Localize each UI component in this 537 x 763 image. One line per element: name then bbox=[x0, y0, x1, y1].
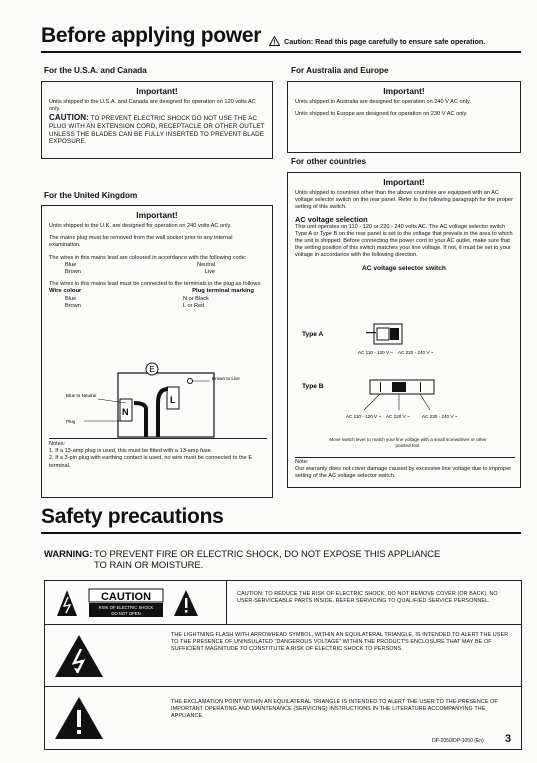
safety-row-1-text: CAUTION: TO REDUCE THE RISK OF ELECTRIC SHOCK, DO NOT REMOVE COVER (OR BACK). NO USER-SERVICEABLE PARTS INSIDE, REFER SERVICING TO QUALIFIED SERVICE PERSONNEL. bbox=[237, 591, 498, 605]
uk-note-2: 2. If a 3-pin plug with earthing contact is used, no wire must be connected to the E terminal. bbox=[49, 455, 253, 469]
uk-code-neutral: Neutral bbox=[196, 261, 215, 268]
other-important: Important! bbox=[383, 177, 425, 187]
safety-table bbox=[44, 580, 522, 750]
uk-note-1: 1. If a 13-amp plug is used, this must be fitted with a 13-amp fuse. bbox=[49, 448, 213, 455]
other-box bbox=[287, 172, 521, 488]
uk-row-blue-val: N or Black bbox=[183, 295, 209, 302]
warning-text: TO PREVENT FIRE OR ELECTRIC SHOCK, DO NOT EXPOSE THIS APPLIANCE TO RAIN OR MOISTURE. bbox=[94, 548, 441, 570]
type-a-label: Type A bbox=[302, 331, 324, 338]
uk-row-brown-val: L or Red bbox=[183, 302, 205, 309]
type-b-label: Type B bbox=[302, 383, 324, 390]
diagram-l-label: L bbox=[170, 395, 176, 405]
uk-p2: The mains plug must be removed from the wall socket prior to any internal examination. bbox=[49, 235, 233, 249]
diagram-n-label: N bbox=[122, 407, 129, 417]
lightning-triangle-icon bbox=[53, 633, 105, 679]
diagram-plug-label: Plug bbox=[66, 419, 76, 424]
usa-caution bbox=[49, 114, 265, 145]
exclamation-triangle-icon bbox=[53, 695, 105, 741]
aus-p2: Units shipped to Europe are designed for operation on 230 V AC only. bbox=[295, 111, 468, 118]
safety-rule bbox=[41, 532, 521, 534]
page-title: Before applying power bbox=[41, 24, 262, 47]
uk-col-plug: Plug terminal marking bbox=[192, 288, 254, 295]
aus-p1: Units shipped to Australia are designed for operation on 240 V AC only. bbox=[295, 99, 471, 105]
usa-important: Important! bbox=[136, 86, 178, 96]
uk-code bbox=[49, 262, 215, 276]
diagram-brown-label: Brown to Live bbox=[212, 376, 240, 381]
move-switch-note: Move switch lever to match your line voltage with a small screwdriver or other pointed tool. bbox=[329, 437, 487, 448]
safety-row-2-text: THE LIGHTNING FLASH WITH ARROWHEAD SYMBOL, WITHIN AN EQUILATERAL TRIANGLE, IS INTENDED TO ALERT THE USER TO THE PRESENCE OF UNINSULATED "DANGEROUS VOLTAGE" WITHIN THE PRODUCT'S ENCLOSURE THAT MAY BE OF SUFFICIENT MAGNITUDE TO CONSTITUTE A RISK OF ELECTRIC SHOCK TO PERSONS. bbox=[171, 632, 509, 653]
plug-wiring-diagram bbox=[62, 359, 252, 439]
uk-col-wire: Wire colour bbox=[49, 288, 82, 295]
type-a-right: AC 220 - 240 V ~ bbox=[398, 350, 434, 355]
safety-row-3-text: THE EXCLAMATION POINT WITHIN AN EQUILATERAL TRIANGLE IS INTENDED TO ALERT THE USER TO THE PRESENCE OF IMPORTANT OPERATING AND MAINTENANCE (SERVICING) INSTRUCTIONS IN THE LITERATURE ACCOMPANYING THE APPLIANCE. bbox=[171, 699, 498, 720]
safety-col-divider bbox=[226, 581, 227, 624]
label-risk: RISK OF ELECTRIC SHOCK bbox=[98, 605, 154, 610]
other-p2: This unit operates on 110 - 120 or 220 - 240 volts AC. The AC voltage selector switch Type A or Type B on the rear panel is set to the voltage that prevails in the area to which the unit is shipped. Before connecting the power cord to your AC outlet, make sure that the setting position of this switch matches your line voltage. If not, it must be set to your voltage in accordance with the following direction. bbox=[295, 223, 513, 259]
uk-row-brown: Brown bbox=[65, 302, 81, 309]
uk-row-blue: Blue bbox=[65, 295, 77, 302]
label-do-not-open: DO NOT OPEN bbox=[111, 611, 141, 616]
uk-heading: For the United Kingdom bbox=[44, 191, 138, 200]
uk-notes-title: Notes: bbox=[49, 441, 66, 447]
caution-header bbox=[269, 36, 485, 46]
uk-p4: The wires in this mains lead must be connected to the terminals in the plug as follows: bbox=[49, 281, 262, 288]
safety-title: Safety precautions bbox=[41, 505, 224, 528]
diagram-blue-label: Blue to Neutral bbox=[66, 393, 97, 398]
page-number: 3 bbox=[505, 733, 512, 745]
caution-label-graphic bbox=[55, 587, 221, 620]
type-a-left: AC 110 - 120 V ~ bbox=[358, 350, 394, 355]
other-note bbox=[295, 457, 515, 481]
usa-caution-text: TO PREVENT ELECTRIC SHOCK DO NOT USE THE AC PLUG WITH AN EXTENSION CORD, RECEPTACLE OR OTHER OUTLET UNLESS THE BLADES CAN BE FULLY INSERTED TO PREVENT BLADE EXPOSURE. bbox=[49, 115, 265, 146]
uk-notes bbox=[49, 438, 267, 470]
warning-label: WARNING: bbox=[44, 548, 93, 559]
uk-code-brown: Brown bbox=[65, 269, 81, 276]
other-note-title: Note: bbox=[295, 459, 309, 465]
aus-important: Important! bbox=[383, 86, 425, 96]
uk-code-live: Live bbox=[204, 269, 215, 276]
usa-body: Units shipped to the U.S.A. and Canada are designed for operation on 120 volts AC only. bbox=[49, 99, 256, 113]
usa-box bbox=[41, 81, 273, 159]
uk-terminal-table bbox=[49, 288, 254, 310]
uk-p1: Units shipped to the U.K. are designed for operation on 240 volts AC only. bbox=[49, 223, 232, 229]
uk-important: Important! bbox=[136, 210, 178, 220]
warning-block bbox=[44, 548, 484, 570]
aus-heading: For Australia and Europe bbox=[291, 66, 389, 75]
other-heading: For other countries bbox=[291, 157, 367, 166]
type-b-mid: AC 220 V ~ bbox=[386, 414, 410, 419]
type-b-left: AC 110 - 120 V ~ bbox=[346, 414, 382, 419]
aus-box bbox=[287, 81, 521, 153]
uk-code-blue: Blue bbox=[65, 261, 77, 268]
diagram-e-label: E bbox=[149, 365, 155, 374]
label-caution: CAUTION bbox=[100, 591, 152, 603]
type-b-right: AC 230 - 240 V ~ bbox=[422, 414, 458, 419]
caution-header-text: Caution: Read this page carefully to ensure safe operation. bbox=[284, 36, 486, 46]
other-p1: Units shipped to countries other than the above countries are equipped with an AC voltage selector switch on the rear panel. Refer to the following paragraph for the proper setting of this switch. bbox=[295, 190, 513, 211]
warning-triangle-icon bbox=[269, 36, 280, 46]
usa-heading: For the U.S.A. and Canada bbox=[44, 66, 147, 75]
usa-caution-label: CAUTION: bbox=[49, 113, 89, 123]
uk-box bbox=[41, 205, 273, 498]
ac-selection-title: AC voltage selection bbox=[295, 214, 368, 224]
uk-p3: The wires in this mains lead are coloured in accordance with the following code: bbox=[49, 254, 247, 261]
switch-title: AC voltage selector switch bbox=[362, 264, 446, 272]
footer-model: DP-2050/DP-1050 (En) bbox=[432, 738, 484, 744]
header-rule bbox=[41, 51, 521, 53]
other-note-text: Our warranty does not cover damage caused by excessive line voltage due to improper setting of the AC voltage selector switch. bbox=[295, 466, 512, 480]
